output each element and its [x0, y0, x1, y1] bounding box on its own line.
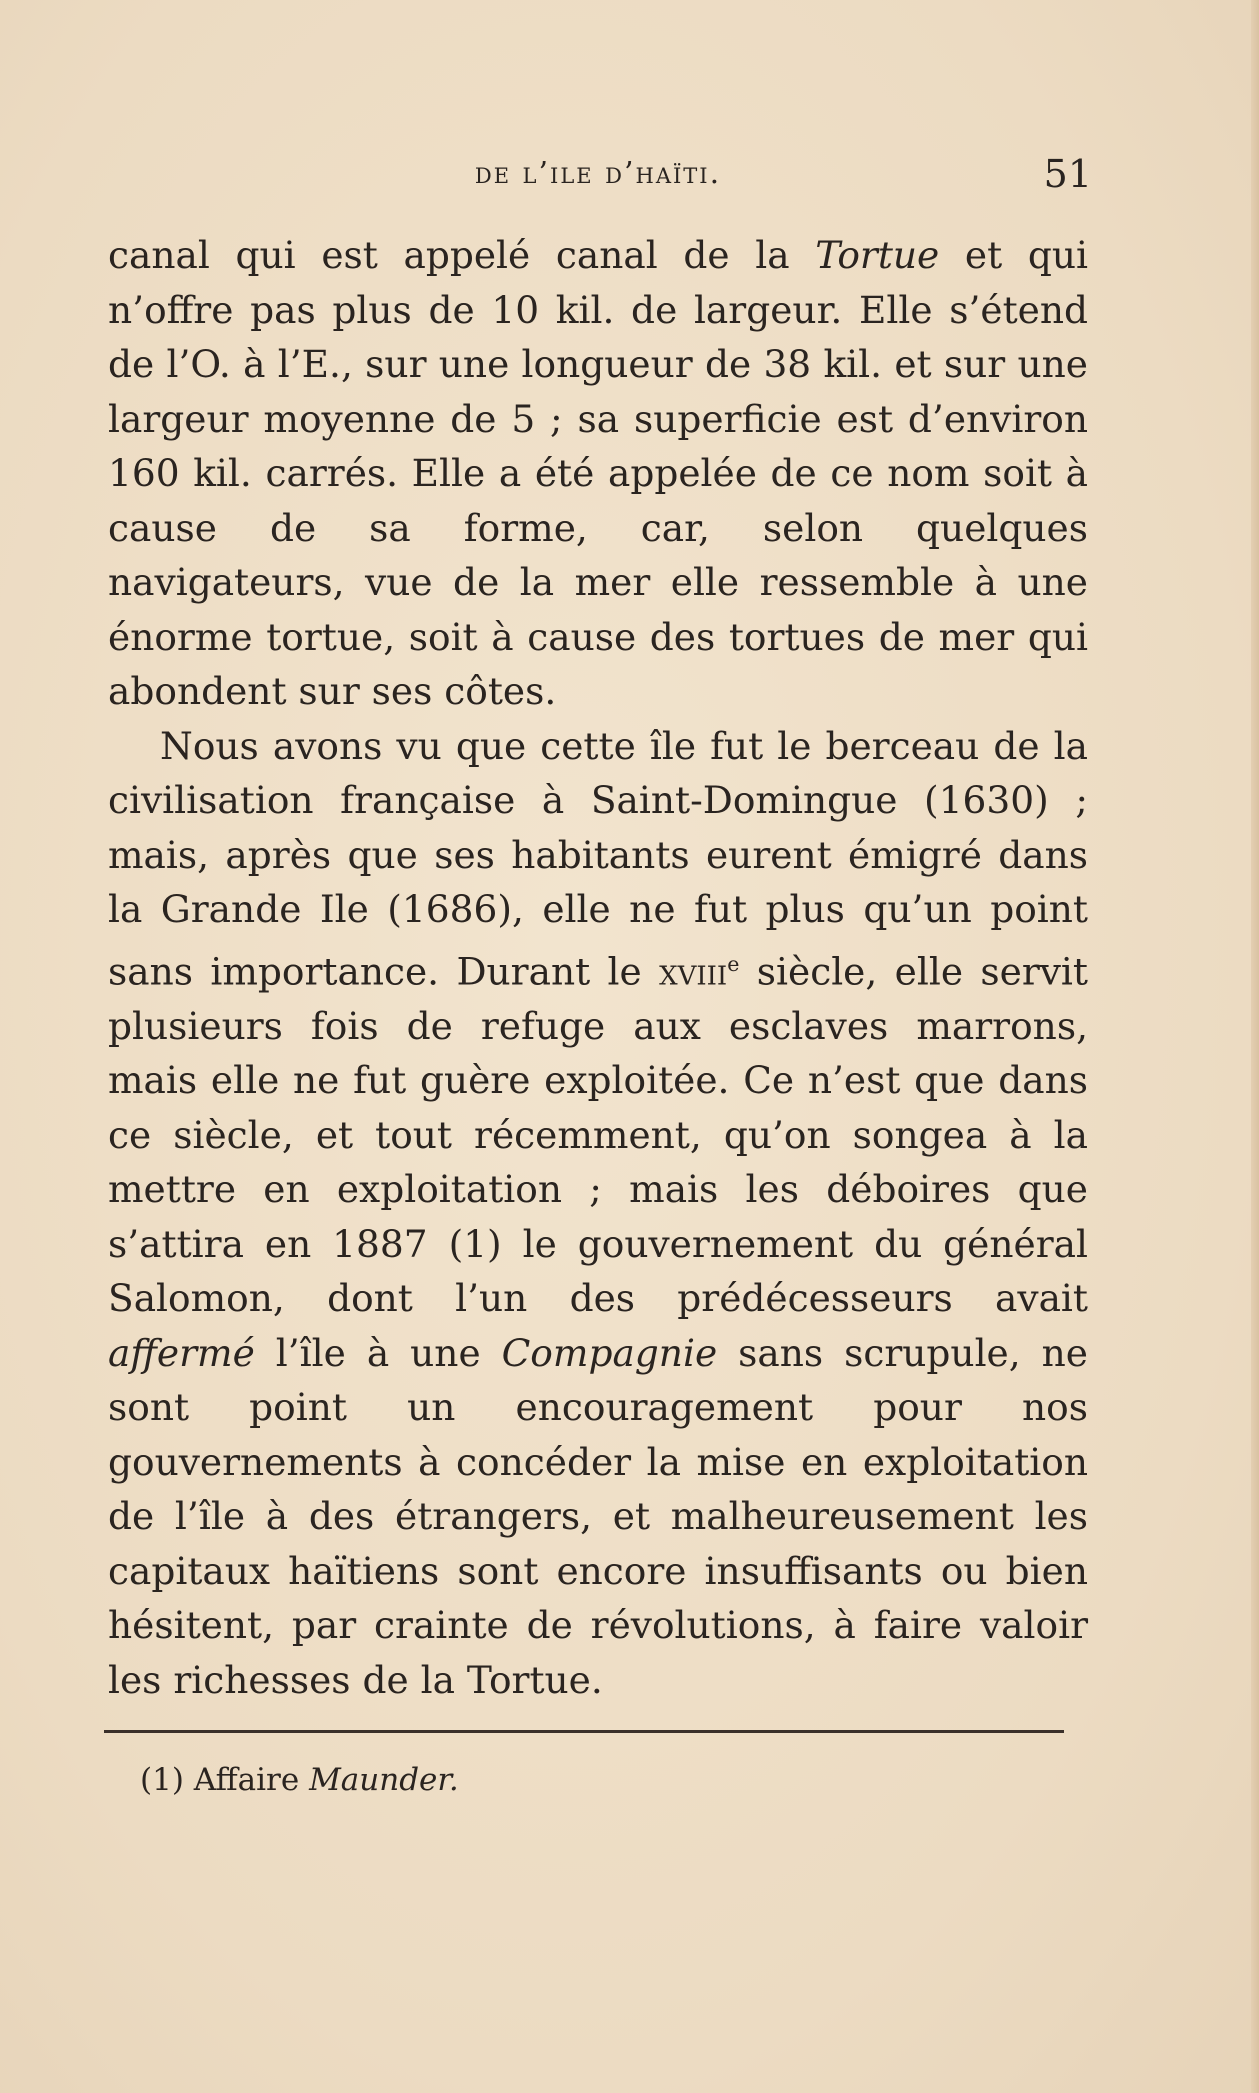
text-span: et qui n’offre pas plus de 10 kil. de largeur. Elle s’étend de l’O. à l’E., sur une longueur de 38 kil. et sur une largeur moyenne de 5 ; sa superficie est d’environ 160 kil. carrés. Elle a été appelée de ce nom soit à cause de sa forme, car, selon quelques navigateurs, vue de la mer elle ressemble à une énorme tortue, soit à cause des tortues de mer qui abondent sur ses côtes. [108, 233, 1088, 713]
running-title: de l’ile d’haïti. [474, 156, 722, 191]
text-span: Nous avons vu que cette île fut le berceau de la civilisation française à Saint-Domingue (1630) ; mais, après que ses habitants eurent émigré dans la Grande Ile (1686), elle ne fut plus qu’un point sans importance. Durant le [108, 723, 1088, 993]
page-number: 51 [1043, 152, 1092, 196]
italic-word: Compagnie [501, 1330, 718, 1375]
footnote-marker: (1) [140, 1762, 184, 1798]
paragraph-1 [108, 228, 1088, 719]
footnote-divider [104, 1730, 1064, 1733]
page-edge [1251, 0, 1259, 2093]
footnote-italic: Maunder. [309, 1762, 459, 1798]
body-text [108, 228, 1088, 1707]
text-span: canal qui est appelé canal de la [108, 233, 816, 277]
text-span: sans scrupule, ne sont point un encouragement pour nos gouvernements à concéder la mise en exploitation de l’île à des étrangers, et malheureusement les capitaux haïtiens sont encore insuffisants ou bien hésitent, par crainte de révolutions, à faire valoir les richesses de la Tortue. [108, 1330, 1088, 1702]
footnote-text: Affaire [193, 1762, 310, 1798]
century-numeral: xviii [659, 949, 728, 993]
page-header [104, 152, 1092, 202]
paragraph-2 [108, 719, 1088, 1708]
superscript: e [727, 951, 740, 976]
footnote [140, 1762, 459, 1798]
text-span: l’île à une [254, 1330, 502, 1375]
text-span: siècle, elle servit plusieurs fois de refuge aux esclaves marrons, mais elle ne fut guère exploitée. Ce n’est que dans ce siècle, et tout récemment, qu’on songea à la mettre en exploitation ; mais les déboires que s’attira en 1887 (1) le gouvernement du général Salomon, dont l’un des prédécesseurs avait [108, 949, 1088, 1320]
italic-place-name: Tortue [815, 233, 940, 277]
italic-word: affermé [108, 1330, 255, 1375]
